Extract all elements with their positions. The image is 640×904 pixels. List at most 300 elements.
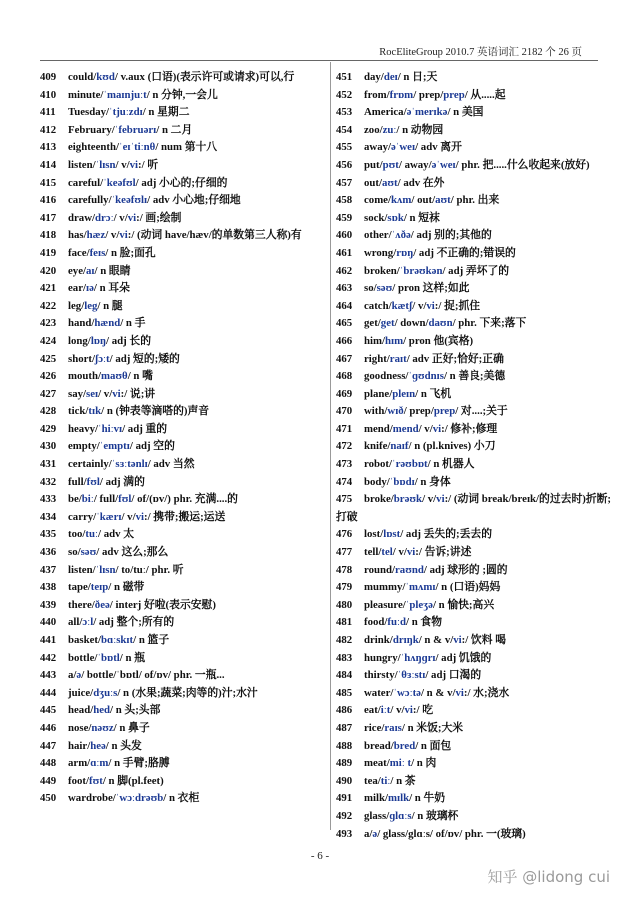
entry-pronunciation: ˈeɪˈtiːnθ bbox=[118, 141, 156, 154]
entry-word: get/ bbox=[364, 317, 381, 330]
entry-definition: / 对....;关于 bbox=[455, 405, 508, 418]
entry-definition: / adj 小心的;仔细的 bbox=[135, 176, 228, 189]
entry-pronunciation: raʊnd bbox=[395, 563, 424, 576]
entry-word: tick/ bbox=[68, 405, 89, 418]
entry-definition: / n 嘴 bbox=[127, 370, 153, 383]
entry-word: basket/ bbox=[68, 634, 101, 646]
entry-number: 463 bbox=[336, 282, 353, 295]
entry-definition: / to/tuː/ phr. 听 bbox=[115, 563, 184, 576]
vocab-entry bbox=[40, 702, 322, 720]
entry-number: 440 bbox=[40, 616, 57, 629]
entry-number: 479 bbox=[336, 581, 353, 594]
entry-definition: / v/ bbox=[392, 546, 407, 559]
vocab-entry bbox=[336, 579, 618, 597]
entry-number: 419 bbox=[40, 246, 57, 259]
entry-number: 421 bbox=[40, 282, 57, 295]
entry-number: 464 bbox=[336, 299, 353, 312]
vocab-entry bbox=[40, 421, 322, 439]
entry-number: 475 bbox=[336, 493, 353, 506]
vocab-entry bbox=[40, 667, 322, 685]
vocab-entry bbox=[40, 562, 322, 580]
entry-pronunciation: əˈmerɪkə bbox=[406, 106, 448, 119]
entry-number: 462 bbox=[336, 264, 353, 277]
entry-definition: / n 衣柜 bbox=[163, 792, 200, 805]
entry-pronunciation: ˈhiːvɪ bbox=[98, 422, 123, 435]
vocab-entry bbox=[336, 210, 618, 228]
vocab-entry bbox=[336, 491, 618, 526]
vocab-entry bbox=[40, 650, 322, 668]
entry-number: 459 bbox=[336, 211, 353, 224]
entry-word: bread/ bbox=[364, 739, 394, 752]
vocab-entry bbox=[40, 351, 322, 369]
entry-number: 485 bbox=[336, 686, 353, 699]
entry-number: 417 bbox=[40, 211, 57, 224]
entry-word: drink/ bbox=[364, 634, 393, 646]
entry-pronunciation: maʊθ bbox=[101, 370, 128, 383]
entry-definition: / n 短袜 bbox=[403, 211, 440, 224]
entry-number: 454 bbox=[336, 123, 353, 136]
entry-number: 411 bbox=[40, 106, 56, 119]
vocab-entry bbox=[336, 351, 618, 369]
entry-pronunciation: drɪŋk bbox=[392, 634, 419, 646]
entry-number: 414 bbox=[40, 158, 57, 171]
entry-pronunciation: prep bbox=[443, 88, 465, 101]
vocab-entry bbox=[336, 175, 618, 193]
entry-definition: / n 日;天 bbox=[397, 71, 438, 83]
entry-definition: / adj 丢失的;丢去的 bbox=[400, 528, 492, 541]
entry-definition: / n 手臂;胳膊 bbox=[108, 757, 170, 770]
entry-word: foot/ bbox=[68, 774, 89, 787]
entry-number: 478 bbox=[336, 563, 353, 576]
vocab-entry bbox=[336, 773, 618, 791]
entry-number: 470 bbox=[336, 405, 353, 418]
entry-definition: / v/ bbox=[113, 211, 128, 224]
entry-pronunciation: lɒst bbox=[383, 528, 401, 541]
entry-pronunciation: ˈbrəʊkən bbox=[399, 264, 443, 277]
entry-word: long/ bbox=[68, 334, 91, 347]
entry-word: zoo/ bbox=[364, 123, 383, 136]
entry-word: has/ bbox=[68, 229, 87, 242]
entry-pronunciation: mend bbox=[392, 422, 419, 435]
vocab-entry bbox=[40, 227, 322, 245]
entry-pronunciation: raɪt bbox=[389, 352, 407, 365]
entry-definition: / bottle/ˈbɒtl/ of/ɒv/ phr. 一瓶... bbox=[81, 669, 225, 682]
entry-pronunciation: ˈhʌŋɡrɪ bbox=[400, 651, 436, 664]
entry-number: 473 bbox=[336, 458, 353, 471]
entry-number: 437 bbox=[40, 563, 57, 576]
vocab-entry bbox=[40, 122, 322, 140]
entry-definition: / of/(ɒv/) phr. 充满....的 bbox=[131, 493, 238, 506]
entry-word: nose/ bbox=[68, 721, 92, 734]
entry-definition: / n 耳朵 bbox=[93, 282, 130, 295]
entry-definition: / adv 太 bbox=[98, 528, 135, 541]
vocab-entry bbox=[336, 650, 618, 668]
entry-definition: :/ (动词 have/hæv/的单数第三人称)有 bbox=[127, 229, 302, 242]
vocab-entry bbox=[40, 685, 322, 703]
entry-pronunciation: iːt bbox=[380, 704, 391, 717]
entry-pronunciation: səʊ bbox=[376, 282, 393, 295]
entry-number: 489 bbox=[336, 757, 353, 770]
entry-pronunciation: vi bbox=[455, 686, 464, 699]
entry-definition: / n 面包 bbox=[415, 739, 452, 752]
entry-word: all/ bbox=[68, 616, 83, 629]
vocab-entry bbox=[336, 526, 618, 544]
entry-number: 491 bbox=[336, 792, 353, 805]
vocab-entry bbox=[40, 403, 322, 421]
entry-word: short/ bbox=[68, 352, 95, 365]
entry-number: 441 bbox=[40, 634, 57, 646]
vocab-entry bbox=[336, 562, 618, 580]
entry-number: 434 bbox=[40, 510, 57, 523]
entry-pronunciation: aʊt bbox=[382, 176, 398, 189]
entry-pronunciation: teɪp bbox=[90, 581, 109, 594]
vocab-entry bbox=[40, 333, 322, 351]
entry-pronunciation: fʊl bbox=[86, 475, 100, 488]
entry-word: knife/ bbox=[364, 440, 391, 453]
entry-definition: / 从.....起 bbox=[464, 88, 506, 101]
entry-definition: / n 手 bbox=[120, 317, 146, 330]
entry-number: 438 bbox=[40, 581, 57, 594]
entry-definition: / n (水果;蔬菜;肉等的)汁;水汁 bbox=[117, 686, 258, 699]
entry-number: 420 bbox=[40, 264, 57, 277]
entry-definition: / adj 重的 bbox=[122, 422, 168, 435]
vocab-entry bbox=[40, 263, 322, 281]
entry-pronunciation: zuː bbox=[382, 123, 397, 136]
entry-definition: / adv 离开 bbox=[415, 141, 462, 154]
entry-pronunciation: səʊ bbox=[80, 546, 97, 559]
entry-number: 460 bbox=[336, 229, 353, 242]
entry-word: other/ bbox=[364, 229, 392, 242]
entry-number: 415 bbox=[40, 176, 57, 189]
entry-word: right/ bbox=[364, 352, 390, 365]
entry-number: 426 bbox=[40, 370, 57, 383]
vocab-entry bbox=[336, 157, 618, 175]
entry-word: wrong/ bbox=[364, 246, 397, 259]
vocab-entry bbox=[336, 280, 618, 298]
entry-word: robot/ bbox=[364, 458, 392, 471]
entry-pronunciation: ˈʌðə bbox=[391, 229, 411, 242]
entry-definition: / adj 弄坏了的 bbox=[442, 264, 510, 277]
entry-word: tell/ bbox=[364, 546, 382, 559]
entry-definition: / adj 空的 bbox=[129, 440, 175, 453]
entry-definition: / n (钟表等滴嗒的)声音 bbox=[101, 405, 210, 418]
entry-number: 429 bbox=[40, 422, 57, 435]
vocab-entry bbox=[336, 421, 618, 439]
entry-word: round/ bbox=[364, 563, 396, 576]
entry-definition: / n 磁带 bbox=[108, 581, 145, 594]
entry-number: 458 bbox=[336, 194, 353, 207]
entry-definition: / n 二月 bbox=[156, 123, 193, 136]
entry-pronunciation: ɔːl bbox=[82, 616, 94, 629]
entry-definition: / n 瓶 bbox=[119, 651, 145, 664]
entry-definition: / v/ bbox=[390, 704, 405, 717]
vocab-entry bbox=[336, 227, 618, 245]
entry-word: juice/ bbox=[68, 686, 94, 699]
entry-word: bottle/ bbox=[68, 651, 98, 664]
entry-word: eat/ bbox=[364, 704, 381, 717]
entry-pronunciation: ˈmaɪnjuːt bbox=[103, 88, 147, 101]
entry-pronunciation: vi bbox=[432, 422, 442, 435]
entry-definition: / n 脸;面孔 bbox=[105, 246, 156, 259]
vocab-entry bbox=[336, 87, 618, 105]
entry-pronunciation: vi bbox=[426, 299, 435, 312]
vocab-entry bbox=[336, 632, 618, 650]
entry-word: hair/ bbox=[68, 739, 91, 752]
vocab-entry bbox=[336, 298, 618, 316]
entry-number: 482 bbox=[336, 634, 353, 646]
entry-number: 467 bbox=[336, 352, 353, 365]
entry-definition: / n (pl.knives) 小刀 bbox=[408, 440, 496, 453]
vocab-entry bbox=[336, 755, 618, 773]
entry-pronunciation: nəʊz bbox=[91, 721, 114, 734]
entry-definition: / n 星期二 bbox=[142, 106, 190, 119]
entry-pronunciation: ˈbɒtl bbox=[97, 651, 120, 664]
entry-number: 442 bbox=[40, 651, 57, 664]
entry-pronunciation: ˈkeəfʊl bbox=[103, 176, 136, 189]
entry-pronunciation: ˈsɜːtənlɪ bbox=[111, 458, 148, 471]
entry-pronunciation: ˈtjuːzdɪ bbox=[109, 106, 143, 119]
entry-pronunciation: mɪlk bbox=[388, 792, 410, 805]
entry-definition: / v/ bbox=[115, 158, 130, 171]
entry-pronunciation: fuːd bbox=[387, 616, 407, 629]
entry-word: goodness/ bbox=[364, 370, 409, 383]
entry-pronunciation: hɪm bbox=[385, 334, 404, 347]
entry-word: empty/ bbox=[68, 440, 100, 453]
entry-definition: / prep/ bbox=[413, 88, 444, 101]
entry-word: listen/ bbox=[68, 158, 96, 171]
entry-number: 450 bbox=[40, 792, 57, 805]
entry-pronunciation: biː bbox=[81, 493, 94, 506]
vocab-entry bbox=[40, 755, 322, 773]
vocab-entry bbox=[40, 280, 322, 298]
entry-pronunciation: naɪf bbox=[390, 440, 409, 453]
entry-pronunciation: ˈwɔːtə bbox=[393, 686, 421, 699]
entry-pronunciation: vi bbox=[112, 387, 121, 400]
watermark: 知乎 @lidong cui bbox=[487, 868, 610, 886]
entry-pronunciation: ˈbɒdɪ bbox=[389, 475, 415, 488]
vocab-entry bbox=[40, 175, 322, 193]
vocab-entry bbox=[40, 544, 322, 562]
vocab-entry bbox=[40, 87, 322, 105]
vocab-entry bbox=[336, 456, 618, 474]
entry-definition: :/ 捉;抓住 bbox=[434, 299, 481, 312]
entry-word: head/ bbox=[68, 704, 94, 717]
entry-pronunciation: ˈkærɪ bbox=[96, 510, 122, 523]
entry-word: a/ bbox=[364, 827, 373, 840]
entry-definition: / n 食物 bbox=[406, 616, 443, 629]
vocab-entry bbox=[336, 685, 618, 703]
entry-definition: / pron 这样;如此 bbox=[392, 282, 470, 295]
entry-word: food/ bbox=[364, 616, 388, 629]
entry-definition: / phr. 出来 bbox=[450, 194, 500, 207]
column-divider bbox=[330, 62, 331, 830]
entry-number: 445 bbox=[40, 704, 57, 717]
entry-definition: / n 腿 bbox=[97, 299, 123, 312]
entry-number: 466 bbox=[336, 334, 353, 347]
entry-word: broke/ bbox=[364, 493, 394, 506]
entry-number: 453 bbox=[336, 106, 353, 119]
entry-definition: / n 头;头部 bbox=[110, 704, 161, 717]
vocab-entry bbox=[40, 790, 322, 808]
entry-word: from/ bbox=[364, 88, 390, 101]
vocab-entry bbox=[40, 474, 322, 492]
vocab-entry bbox=[336, 597, 618, 615]
entry-definition: / n 愉快;高兴 bbox=[432, 598, 495, 611]
entry-pronunciation: tel bbox=[381, 546, 393, 559]
entry-definition: / n 分钟,一会儿 bbox=[146, 88, 218, 101]
entry-pronunciation: ˈkeəfʊlɪ bbox=[111, 194, 148, 207]
entry-definition: :/ 说;讲 bbox=[120, 387, 156, 400]
entry-pronunciation: drɔː bbox=[95, 211, 114, 224]
vocab-entry bbox=[336, 403, 618, 421]
vocab-entry bbox=[40, 456, 322, 474]
entry-pronunciation: kʊd bbox=[96, 71, 115, 83]
entry-pronunciation: vi bbox=[436, 493, 445, 506]
entry-word: February/ bbox=[68, 123, 115, 136]
entry-pronunciation: hed bbox=[93, 704, 111, 717]
page-header: RocEliteGroup 2010.7 英语词汇 2182 个 26 页 bbox=[379, 47, 582, 58]
entry-pronunciation: brəʊk bbox=[393, 493, 423, 506]
entry-pronunciation: prep bbox=[433, 405, 456, 418]
entry-number: 446 bbox=[40, 721, 57, 734]
entry-pronunciation: heə bbox=[90, 739, 106, 752]
vocab-entry bbox=[40, 738, 322, 756]
entry-pronunciation: vi bbox=[406, 546, 416, 559]
entry-word: day/ bbox=[364, 71, 384, 83]
entry-definition: :/ (动词 break/breɪk/的过去时)折断;打破 bbox=[336, 493, 612, 523]
vocab-entry bbox=[336, 438, 618, 456]
vocab-entry bbox=[336, 122, 618, 140]
vocab-entry bbox=[40, 386, 322, 404]
entry-definition: / n & v/ bbox=[418, 634, 454, 646]
entry-number: 447 bbox=[40, 739, 57, 752]
entry-definition: / glass/glɑːs/ of/ɒv/ phr. 一(玻璃) bbox=[377, 827, 526, 840]
vocab-entry bbox=[336, 104, 618, 122]
entry-pronunciation: ðeə bbox=[94, 598, 110, 611]
entry-word: heavy/ bbox=[68, 422, 98, 435]
entry-number: 427 bbox=[40, 387, 57, 400]
entry-pronunciation: ˈemptɪ bbox=[99, 440, 130, 453]
vocab-entry bbox=[40, 315, 322, 333]
vocab-entry bbox=[40, 526, 322, 544]
entry-word: tea/ bbox=[364, 774, 381, 787]
entry-word: out/ bbox=[364, 176, 382, 189]
entry-number: 436 bbox=[40, 546, 57, 559]
vocab-entry bbox=[40, 104, 322, 122]
entry-pronunciation: bred bbox=[393, 739, 416, 752]
entry-definition: / n 篮子 bbox=[133, 634, 170, 646]
entry-pronunciation: ɡlɑːs bbox=[389, 809, 412, 822]
entry-pronunciation: tɪk bbox=[88, 405, 102, 418]
entry-pronunciation: vi bbox=[135, 510, 144, 523]
entry-word: catch/ bbox=[364, 299, 392, 312]
vocab-entry bbox=[336, 315, 618, 333]
vocab-entry bbox=[336, 738, 618, 756]
vocab-entry bbox=[336, 386, 618, 404]
entry-word: body/ bbox=[364, 475, 390, 488]
entry-definition: / down/ bbox=[394, 317, 429, 330]
entry-word: wardrobe/ bbox=[68, 792, 116, 805]
entry-definition: / n 玻璃杯 bbox=[411, 809, 459, 822]
entry-number: 488 bbox=[336, 739, 353, 752]
entry-word: eye/ bbox=[68, 264, 86, 277]
entry-word: mend/ bbox=[364, 422, 393, 435]
vocab-entry bbox=[40, 597, 322, 615]
entry-number: 481 bbox=[336, 616, 353, 629]
entry-definition: / adj 长的 bbox=[106, 334, 152, 347]
entry-definition: / adj 不正确的;错误的 bbox=[413, 246, 516, 259]
entry-definition: / adj 口渴的 bbox=[425, 669, 482, 682]
entry-word: certainly/ bbox=[68, 458, 112, 471]
vocab-entry bbox=[40, 579, 322, 597]
entry-number: 409 bbox=[40, 71, 57, 83]
vocab-entry bbox=[336, 544, 618, 562]
entry-number: 476 bbox=[336, 528, 353, 541]
entry-definition: / num 第十八 bbox=[155, 141, 218, 154]
entry-number: 431 bbox=[40, 458, 57, 471]
vocab-entry bbox=[336, 192, 618, 210]
entry-number: 483 bbox=[336, 651, 353, 664]
entry-definition: / n 牛奶 bbox=[409, 792, 446, 805]
entry-definition: :/ 听 bbox=[138, 158, 159, 171]
entry-pronunciation: ɑːm bbox=[90, 757, 109, 770]
entry-pronunciation: ɪə bbox=[85, 282, 94, 295]
entry-pronunciation: ˈθɜːstɪ bbox=[397, 669, 426, 682]
entry-pronunciation: ˈlɪsn bbox=[95, 158, 116, 171]
vocab-entry bbox=[336, 826, 618, 844]
entry-pronunciation: ˈpleʒə bbox=[405, 598, 433, 611]
vocab-entry bbox=[336, 69, 618, 87]
entry-number: 487 bbox=[336, 721, 353, 734]
entry-word: meat/ bbox=[364, 757, 390, 770]
entry-pronunciation: ʃɔːt bbox=[95, 352, 110, 365]
entry-definition: / n 肉 bbox=[411, 757, 437, 770]
entry-word: hungry/ bbox=[364, 651, 401, 664]
entry-number: 425 bbox=[40, 352, 57, 365]
entry-definition: :/ 告诉;讲述 bbox=[415, 546, 472, 559]
entry-pronunciation: hæz bbox=[86, 229, 106, 242]
entry-pronunciation: əˈweɪ bbox=[431, 158, 456, 171]
entry-definition: / n 鼻子 bbox=[113, 721, 150, 734]
entry-pronunciation: daʊn bbox=[428, 317, 453, 330]
entry-pronunciation: deɪ bbox=[383, 71, 398, 83]
entry-definition: / n 米饭;大米 bbox=[401, 721, 464, 734]
entry-definition: / n 美国 bbox=[447, 106, 484, 119]
entry-word: careful/ bbox=[68, 176, 104, 189]
entry-definition: :/ 携带;搬运;运送 bbox=[144, 510, 226, 523]
entry-number: 435 bbox=[40, 528, 57, 541]
entry-pronunciation: aʊt bbox=[435, 194, 451, 207]
entry-number: 486 bbox=[336, 704, 353, 717]
entry-pronunciation: fʊl bbox=[118, 493, 132, 506]
entry-definition: / v/ bbox=[105, 229, 120, 242]
vocab-entry bbox=[40, 210, 322, 228]
vocab-entry bbox=[336, 263, 618, 281]
entry-number: 448 bbox=[40, 757, 57, 770]
entry-number: 432 bbox=[40, 475, 57, 488]
entry-word: there/ bbox=[68, 598, 95, 611]
entry-pronunciation: lɒŋ bbox=[90, 334, 107, 347]
entry-definition: / out/ bbox=[411, 194, 436, 207]
entry-word: be/ bbox=[68, 493, 82, 506]
entry-word: him/ bbox=[364, 334, 385, 347]
entry-pronunciation: ˈwɔːdrəʊb bbox=[115, 792, 164, 805]
entry-definition: / adv 在外 bbox=[397, 176, 445, 189]
entry-number: 465 bbox=[336, 317, 353, 330]
entry-word: arm/ bbox=[68, 757, 91, 770]
vocab-entry bbox=[40, 298, 322, 316]
entry-definition: :/ 吃 bbox=[412, 704, 434, 717]
